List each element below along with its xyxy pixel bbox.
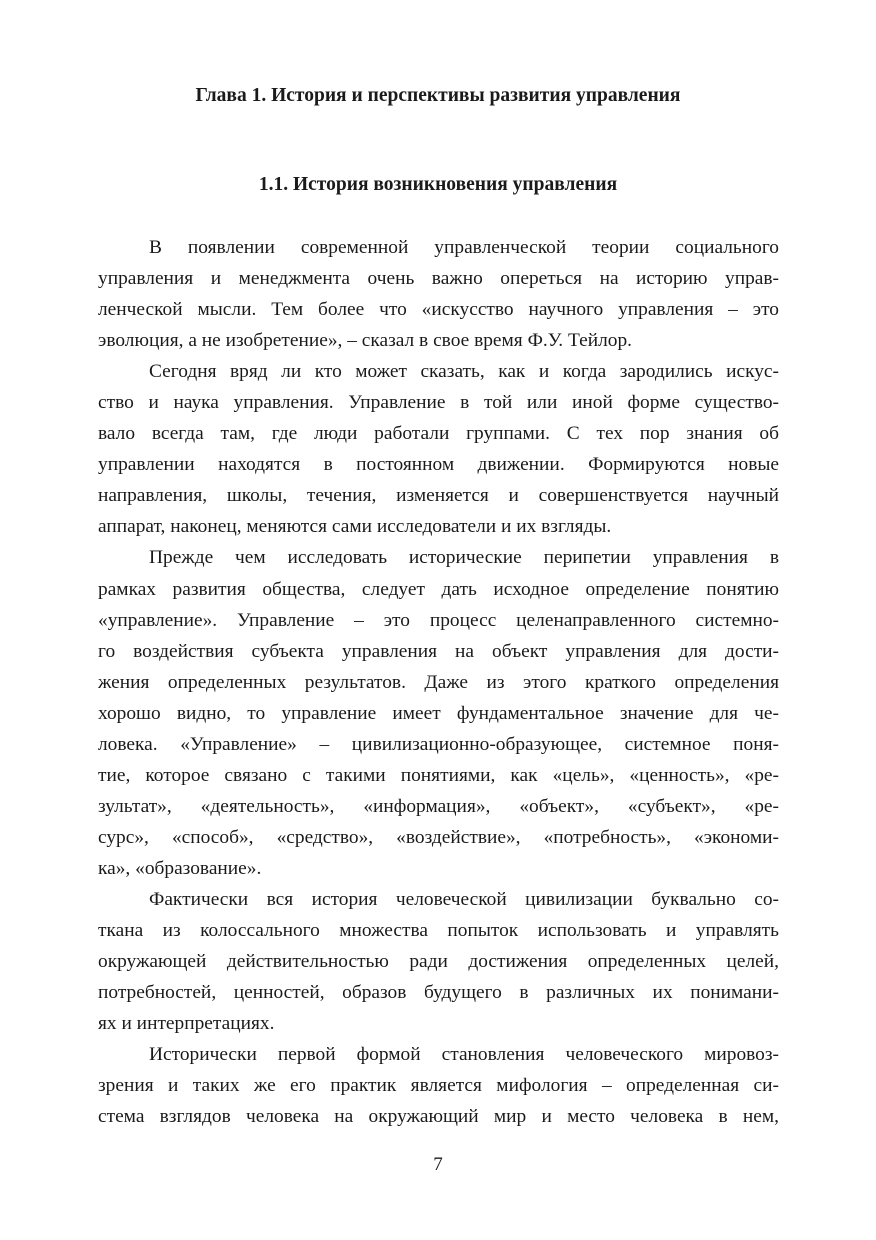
text-line: стема взглядов человека на окружающий мир и место человека в нем, [98, 1106, 779, 1128]
text-line: вало всегда там, где люди работали группами. С тех пор знания об [98, 423, 779, 445]
text-line: зрения и таких же его практик является мифология – определенная си- [98, 1075, 779, 1097]
text-line: Сегодня вряд ли кто может сказать, как и когда зародились искус- [149, 361, 779, 383]
text-line: рамках развития общества, следует дать исходное определение понятию [98, 578, 779, 600]
text-line: го воздействия субъекта управления на объект управления для дости- [98, 640, 779, 662]
text-line: управления и менеджмента очень важно опереться на историю управ- [98, 268, 779, 290]
text-line: аппарат, наконец, меняются сами исследователи и их взгляды. [98, 516, 612, 538]
body-text [98, 232, 779, 1132]
text-line: направления, школы, течения, изменяется и совершенствуется научный [98, 485, 779, 507]
text-line: Исторически первой формой становления человеческого мировоз- [149, 1044, 779, 1066]
text-line: ях и интерпретациях. [98, 1013, 275, 1035]
text-line: ка», «образование». [98, 857, 262, 879]
text-line: Прежде чем исследовать исторические перипетии управления в [149, 547, 779, 569]
text-line: управлении находятся в постоянном движении. Формируются новые [98, 454, 779, 476]
text-line: ство и наука управления. Управление в той или иной форме существо- [98, 392, 779, 414]
text-line: ловека. «Управление» – цивилизационно-образующее, системное поня- [98, 733, 779, 755]
text-line: окружающей действительностью ради достижения определенных целей, [98, 951, 779, 973]
text-line: ленческой мысли. Тем более что «искусство научного управления – это [98, 299, 779, 321]
text-line: хорошо видно, то управление имеет фундаментальное значение для че- [98, 702, 779, 724]
text-line: жения определенных результатов. Даже из этого краткого определения [98, 671, 779, 693]
chapter-title: Глава 1. История и перспективы развития управления [195, 85, 681, 106]
text-line: сурс», «способ», «средство», «воздействие», «потребность», «экономи- [98, 826, 779, 848]
text-line: «управление». Управление – это процесс целенаправленного системно- [98, 609, 779, 631]
text-line: тие, которое связано с такими понятиями, как «цель», «ценность», «ре- [98, 764, 779, 786]
page-number: 7 [433, 1154, 443, 1175]
text-line: Фактически вся история человеческой цивилизации буквально со- [149, 888, 779, 910]
text-line: эволюция, а не изобретение», – сказал в свое время Ф.У. Тейлор. [98, 330, 633, 352]
text-line: зультат», «деятельность», «информация», «объект», «субъект», «ре- [98, 795, 779, 817]
text-line: потребностей, ценностей, образов будущего в различных их понимани- [98, 982, 779, 1004]
text-line: В появлении современной управленческой теории социального [149, 237, 779, 258]
text-line: ткана из колоссального множества попыток использовать и управлять [98, 920, 779, 942]
section-title: 1.1. История возникновения управления [258, 174, 618, 195]
